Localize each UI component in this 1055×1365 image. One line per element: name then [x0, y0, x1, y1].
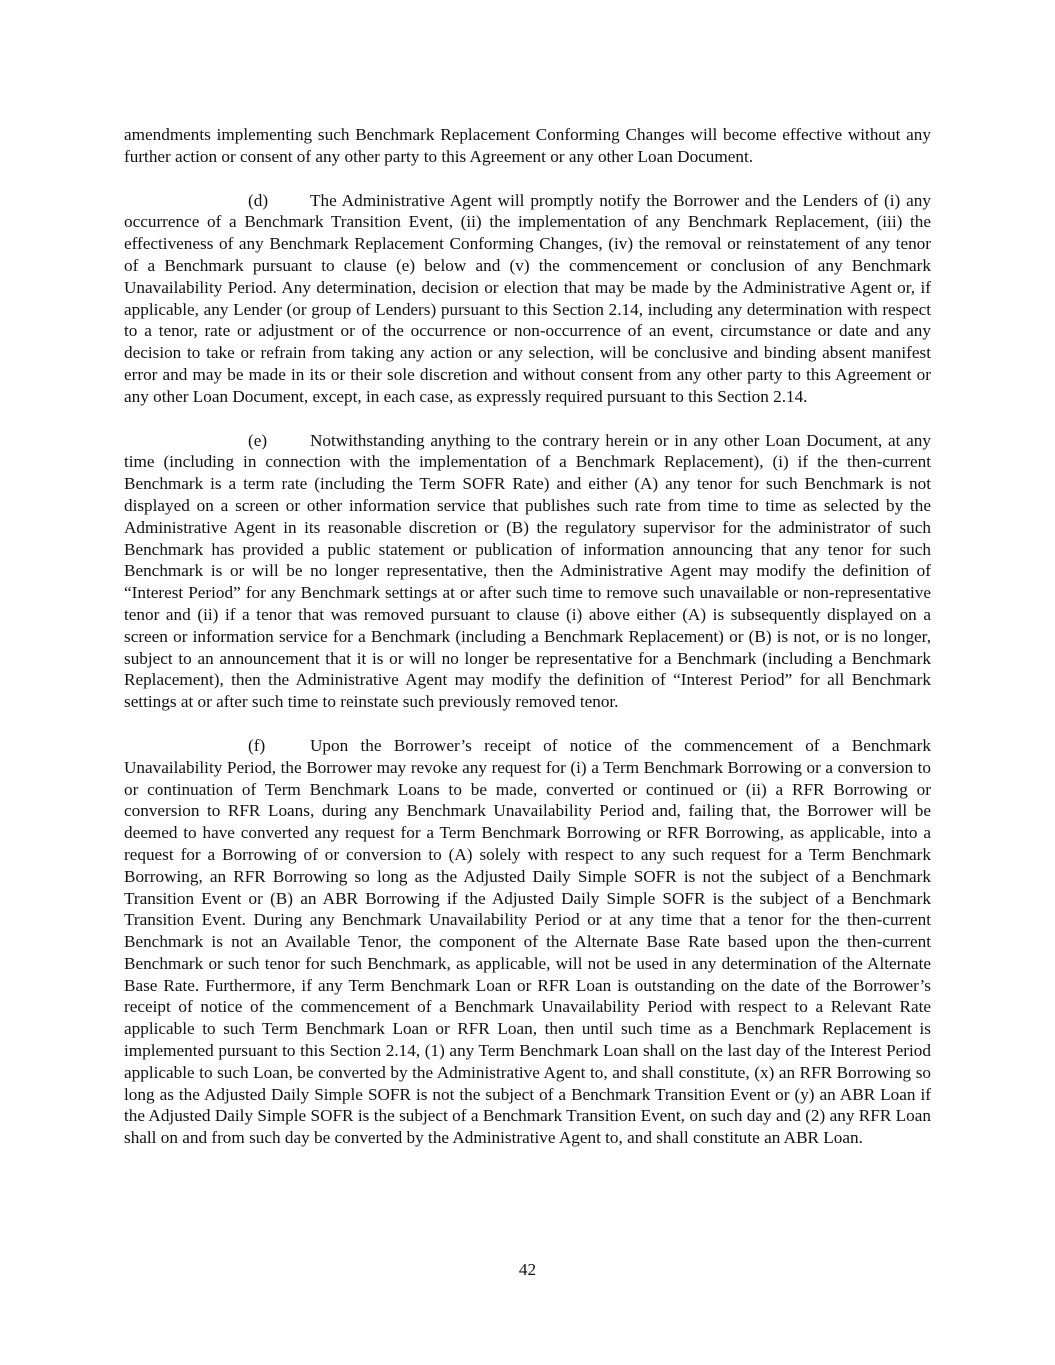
document-page	[124, 124, 931, 1171]
paragraph-continuation	[124, 124, 931, 168]
paragraph-text: Upon the Borrower’s receipt of notice of the commencement of a Benchmark Unavailability Period, the Borrower may revoke any request for (i) a Term Benchmark Borrowing or a conversion to or continuation of Term Benchmark Loans to be made, converted or continued or (ii) a RFR Borrowing or conversion to RFR Loans, during any Benchmark Unavailability Period and, failing that, the Borrower will be deemed to have converted any request for a Term Benchmark Borrowing or RFR Borrowing, as applicable, into a request for a Borrowing of or conversion to (A) solely with respect to any such request for a Term Benchmark Borrowing, an RFR Borrowing so long as the Adjusted Daily Simple SOFR is not the subject of a Benchmark Transition Event or (B) an ABR Borrowing if the Adjusted Daily Simple SOFR is the subject of a Benchmark Transition Event. During any Benchmark Unavailability Period or at any time that a tenor for the then-current Benchmark is not an Available Tenor, the component of the Alternate Base Rate based upon the then-current Benchmark or such tenor for such Benchmark, as applicable, will not be used in any determination of the Alternate Base Rate. Furthermore, if any Term Benchmark Loan or RFR Loan is outstanding on the date of the Borrower’s receipt of notice of the commencement of a Benchmark Unavailability Period with respect to a Relevant Rate applicable to such Term Benchmark Loan or RFR Loan, then until such time as a Benchmark Replacement is implemented pursuant to this Section 2.14, (1) any Term Benchmark Loan shall on the last day of the Interest Period applicable to such Loan, be converted by the Administrative Agent to, and shall constitute, (x) an RFR Borrowing so long as the Adjusted Daily Simple SOFR is not the subject of a Benchmark Transition Event or (y) an ABR Loan if the Adjusted Daily Simple SOFR is the subject of a Benchmark Transition Event, on such day and (2) any RFR Loan shall on and from such day be converted by the Administrative Agent to, and shall constitute an ABR Loan.	[124, 735, 931, 1148]
paragraph-text: Notwithstanding anything to the contrary herein or in any other Loan Document, at any time (including in connection with the implementation of a Benchmark Replacement), (i) if the then-current Benchmark is a term rate (including the Term SOFR Rate) and either (A) any tenor for such Benchmark is not displayed on a screen or other information service that publishes such rate from time to time as selected by the Administrative Agent in its reasonable discretion or (B) the regulatory supervisor for the administrator of such Benchmark has provided a public statement or publication of information announcing that any tenor for such Benchmark is or will be no longer representative, then the Administrative Agent may modify the definition of “Interest Period” for any Benchmark settings at or after such time to remove such unavailable or non-representative tenor and (ii) if a tenor that was removed pursuant to clause (i) above either (A) is subsequently displayed on a screen or information service for a Benchmark (including a Benchmark Replacement) or (B) is not, or is no longer, subject to an announcement that it is or will no longer be representative for a Benchmark (including a Benchmark Replacement), then the Administrative Agent may modify the definition of “Interest Period” for all Benchmark settings at or after such time to reinstate such previously removed tenor.	[124, 430, 931, 712]
paragraph-e	[124, 430, 931, 713]
paragraph-f	[124, 735, 931, 1149]
paragraph-label: (d)	[248, 190, 269, 210]
paragraph-text: amendments implementing such Benchmark Replacement Conforming Changes will become effective without any further action or consent of any other party to this Agreement or any other Loan Document.	[124, 125, 931, 166]
paragraph-label: (f)	[248, 735, 266, 755]
paragraph-text: The Administrative Agent will promptly notify the Borrower and the Lenders of (i) any occurrence of a Benchmark Transition Event, (ii) the implementation of any Benchmark Replacement, (iii) the effectiveness of any Benchmark Replacement Conforming Changes, (iv) the removal or reinstatement of any tenor of a Benchmark pursuant to clause (e) below and (v) the commencement or conclusion of any Benchmark Unavailability Period. Any determination, decision or election that may be made by the Administrative Agent or, if applicable, any Lender (or group of Lenders) pursuant to this Section 2.14, including any determination with respect to a tenor, rate or adjustment or of the occurrence or non-occurrence of an event, circumstance or date and any decision to take or refrain from taking any action or any selection, will be conclusive and binding absent manifest error and may be made in its or their sole discretion and without consent from any other party to this Agreement or any other Loan Document, except, in each case, as expressly required pursuant to this Section 2.14.	[124, 190, 931, 406]
paragraph-label: (e)	[248, 430, 268, 450]
page-number: 42	[518, 1260, 537, 1279]
paragraph-d	[124, 190, 931, 408]
